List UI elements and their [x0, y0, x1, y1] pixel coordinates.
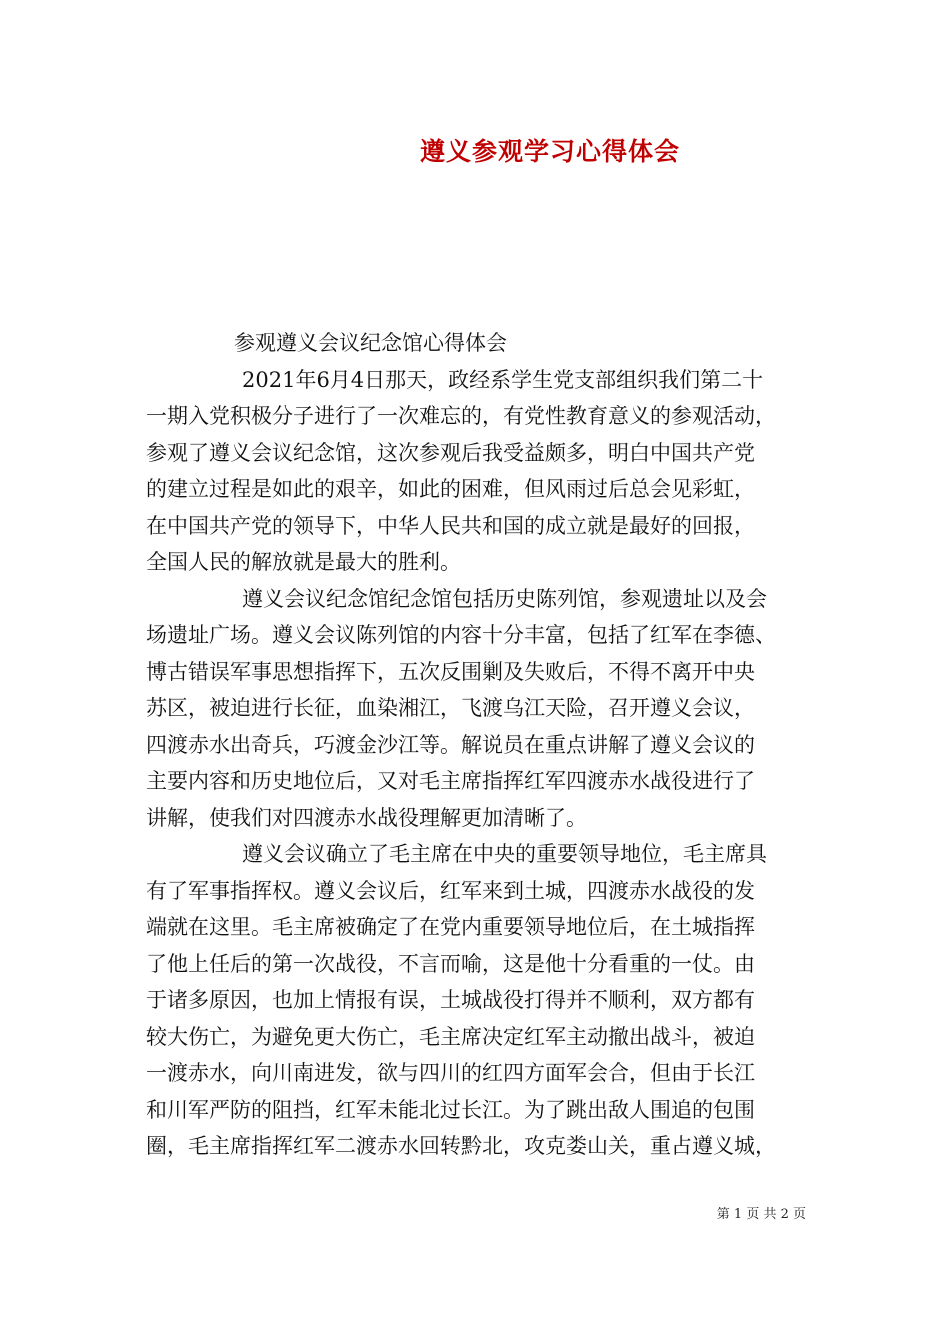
page-number-footer: 第 1 页 共 2 页 — [716, 1207, 806, 1222]
document-body — [146, 325, 816, 1165]
document-title: 遵义参观学习心得体会 — [419, 137, 680, 166]
paragraph: 遵义会议确立了毛主席在中央的重要领导地位，毛主席具 有了军事指挥权。遵义会议后，红军来到土城，四渡赤水战役的发 端就在这里。毛主席被确定了在党内重要领导地位后，在土城指挥 了他上任后的第一次战役，不言而喻，这是他十分看重的一仗。由 于诸多原因，也加上情报有误，土城战役打得并不顺利，双方都有 较大伤亡，为避免更大伤亡，毛主席决定红军主动撤出战斗，被迫 一渡赤水，向川南进发，欲与四川的红四方面军会合，但由于长江 和川军严防的阻挡，红军未能北过长江。为了跳出敌人围追的包围 圈，毛主席指挥红军二渡赤水回转黔北，攻克娄山关，重占遵义城， — [146, 842, 776, 1158]
document-subtitle: 参观遵义会议纪念馆心得体会 — [234, 331, 507, 355]
paragraph: 2021年6月4日那天，政经系学生党支部组织我们第二十 一期入党积极分子进行了一次难忘的，有党性教育意义的参观活动， 参观了遵义会议纪念馆，这次参观后我受益颇多，明白中国共产党 的建立过程是如此的艰辛，如此的困难，但风雨过后总会见彩虹， 在中国共产党的领导下，中华人民共和国的成立就是最好的回报， 全国人民的解放就是最大的胜利。 — [146, 367, 776, 574]
paragraph: 遵义会议纪念馆纪念馆包括历史陈列馆，参观遗址以及会 场遗址广场。遵义会议陈列馆的内容十分丰富，包括了红军在李德、 博古错误军事思想指挥下，五次反围剿及失败后，不得不离开中央 苏区，被迫进行长征，血染湘江，飞渡乌江天险，召开遵义会议， 四渡赤水出奇兵，巧渡金沙江等。解说员在重点讲解了遵义会议的 主要内容和历史地位后，又对毛主席指挥红军四渡赤水战役进行了 讲解，使我们对四渡赤水战役理解更加清晰了。 — [146, 586, 776, 830]
